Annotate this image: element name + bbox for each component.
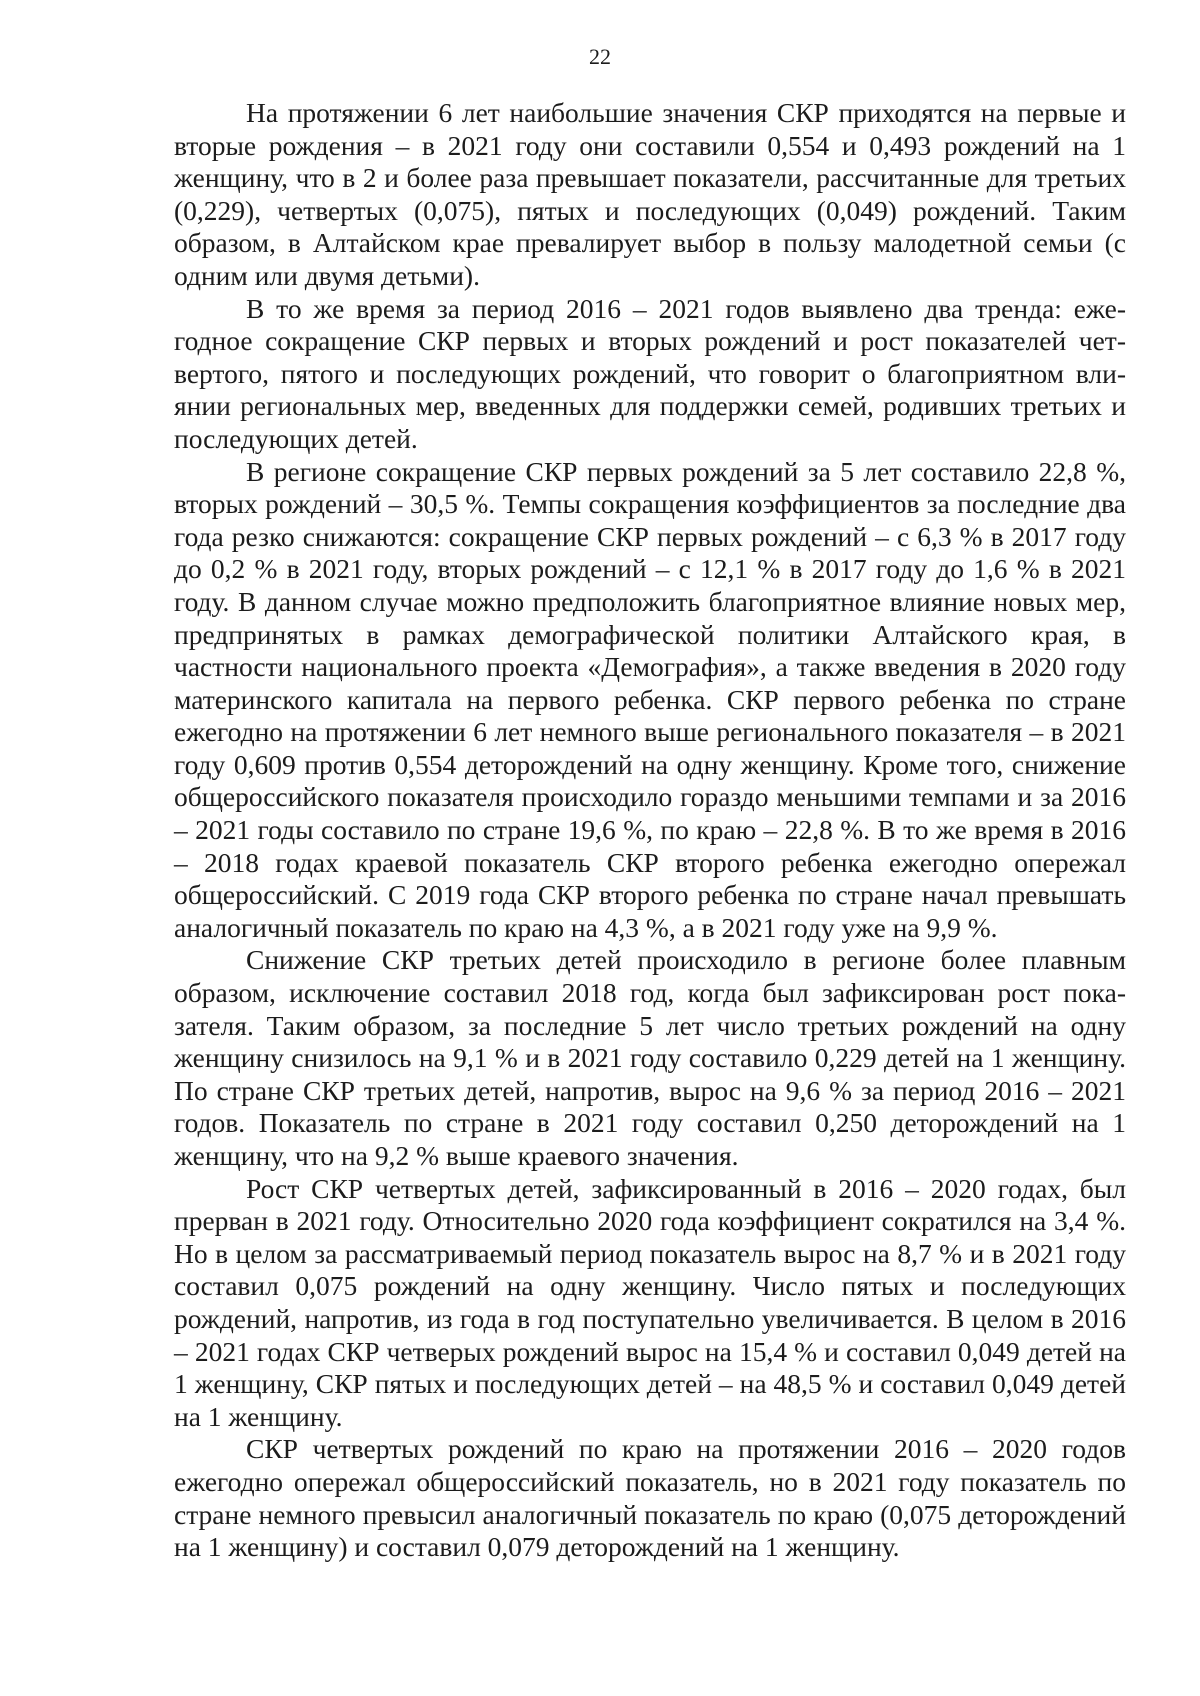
paragraph-trends: В то же время за период 2016 – 2021 годов выявлено два тренда: ежегодное сокращение СКР первых и вторых рождений и рост показателей четвертого, пятого и последующих рождений, что говорит о благоприятном влиянии региональных мер, введенных для поддержки семей, родивших третьих и последующих детей. <box>174 292 1126 454</box>
paragraph-third-children: Снижение СКР третьих детей происходило в регионе более плавным образом, исключение составил 2018 год, когда был зафиксирован рост показателя. Таким образом, за последние 5 лет число третьих рождений на одну женщину снизилось на 9,1 % и в 2021 году составило 0,229 детей на 1 женщину. По стране СКР третьих детей, напротив, вырос на 9,6 % за период 2016 – 2021 годов. Показатель по стране в 2021 году составил 0,250 деторождений на 1 женщину, что на 9,2 % выше краевого значения. <box>174 944 1126 1171</box>
paragraph-fourth-fifth-children: Рост СКР четвертых детей, зафиксированный в 2016 – 2020 годах, был прерван в 2021 году. Относительно 2020 года коэффициент сократился на 3,4 %. Но в целом за рассматриваемый период показатель вырос на 8,7 % и в 2021 году составил 0,075 рождений на одну женщину. Число пятых и последующих рождений, напротив, из года в год поступательно увеличивается. В целом в 2016 – 2021 годах СКР четверых рождений вырос на 15,4 % и составил 0,049 детей на 1 женщину, СКР пятых и последующих детей – на 48,5 % и составил 0,049 детей на 1 женщину. <box>174 1172 1126 1432</box>
paragraph-first-second-births: На протяжении 6 лет наибольшие значения СКР приходятся на первые и вторые рождения – в 2021 году они составили 0,554 и 0,493 рождений на 1 женщину, что в 2 и более раза превышает показатели, рассчитанные для третьих (0,229), четвертых (0,075), пятых и последующих (0,049) рождений. Таким образом, в Алтайском крае превалирует выбор в пользу малодетной семьи (с одним или двумя детьми). <box>174 97 1126 291</box>
page-number: 22 <box>589 44 611 69</box>
document-body <box>174 97 1126 1564</box>
paragraph-region-decline: В регионе сокращение СКР первых рождений за 5 лет составило 22,8 %, вторых рождений – 30,5 %. Темпы сокращения коэффициентов за последние два года резко снижаются: сокращение СКР первых рождений – с 6,3 % в 2017 году до 0,2 % в 2021 году, вторых рождений – с 12,1 % в 2017 году до 1,6 % в 2021 году. В данном случае можно предположить благоприятное влияние новых мер, предпринятых в рамках демографической политики Алтайского края, в частности национального проекта «Демография», а также введения в 2020 году материнского капитала на первого ребенка. СКР первого ребенка по стране ежегодно на протяжении 6 лет немного выше регионального показателя – в 2021 году 0,609 против 0,554 деторождений на одну женщину. Кроме того, снижение общероссийского показателя происходило гораздо меньшими темпами и за 2016 – 2021 годы составило по стране 19,6 %, по краю – 22,8 %. В то же время в 2016 – 2018 годах краевой показатель СКР второго ребенка ежегодно опережал общероссийский. С 2019 года СКР второго ребенка по стране начал превышать аналогичный показатель по краю на 4,3 %, а в 2021 году уже на 9,9 %. <box>174 455 1126 943</box>
paragraph-fourth-births-comparison: СКР четвертых рождений по краю на протяжении 2016 – 2020 годов ежегодно опережал общероссийский показатель, но в 2021 году показатель по стране немного превысил аналогичный показатель по краю (0,075 деторождений на 1 женщину) и составил 0,079 деторождений на 1 женщину. <box>174 1433 1126 1563</box>
